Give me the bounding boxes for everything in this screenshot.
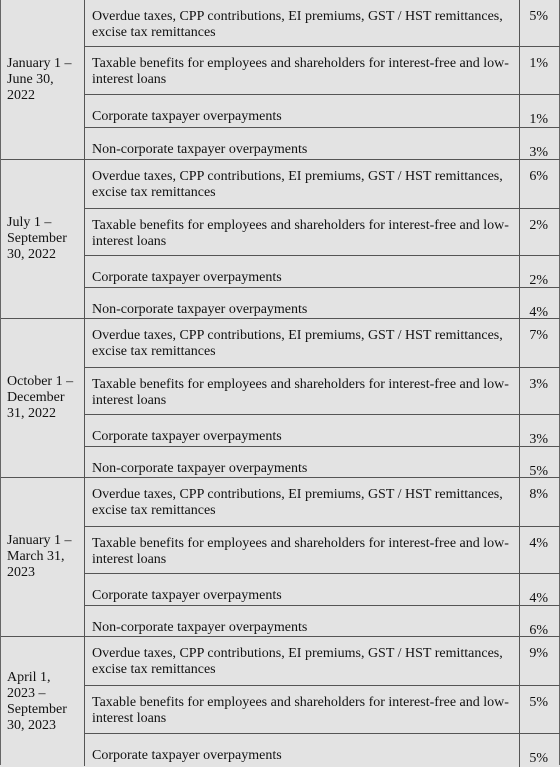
row-rate: 1% — [529, 112, 548, 127]
period-label: October 1 – December 31, 2022 — [1, 319, 85, 477]
table-row — [85, 573, 560, 605]
row-rate: 2% — [529, 218, 548, 233]
period-group — [1, 636, 560, 766]
table-row — [85, 127, 560, 160]
table-row — [85, 526, 560, 573]
row-description: Corporate taxpayer overpayments — [85, 734, 520, 767]
row-description: Non-corporate taxpayer overpayments — [85, 128, 520, 160]
row-rate: 6% — [529, 623, 548, 638]
row-description: Overdue taxes, CPP contributions, EI premiums, GST / HST remittances, excise tax remittances — [85, 478, 520, 526]
row-description: Taxable benefits for employees and shareholders for interest-free and low-interest loans — [85, 47, 520, 94]
table-row — [85, 367, 560, 414]
row-description: Taxable benefits for employees and shareholders for interest-free and low-interest loans — [85, 527, 520, 573]
period-label: January 1 – June 30, 2022 — [1, 0, 85, 159]
row-description: Overdue taxes, CPP contributions, EI premiums, GST / HST remittances, excise tax remittances — [85, 319, 520, 367]
row-rate: 3% — [529, 377, 548, 392]
period-group — [1, 318, 560, 477]
period-group — [1, 477, 560, 636]
row-rate: 2% — [529, 273, 548, 288]
period-label: January 1 – March 31, 2023 — [1, 478, 85, 636]
table-row — [85, 605, 560, 637]
period-group — [1, 159, 560, 318]
table-row — [85, 160, 560, 208]
row-rate: 4% — [529, 305, 548, 320]
table-row — [85, 478, 560, 526]
table-row — [85, 287, 560, 319]
table-row — [85, 319, 560, 367]
row-description: Non-corporate taxpayer overpayments — [85, 606, 520, 637]
row-rate: 3% — [529, 432, 548, 447]
table-row — [85, 0, 560, 46]
row-rate: 1% — [529, 56, 548, 71]
table-row — [85, 208, 560, 255]
row-description: Taxable benefits for employees and shareholders for interest-free and low-interest loans — [85, 209, 520, 255]
table-row — [85, 414, 560, 446]
row-description: Non-corporate taxpayer overpayments — [85, 447, 520, 478]
row-rate: 9% — [529, 646, 548, 661]
row-rate: 5% — [529, 695, 548, 710]
period-label: July 1 – September 30, 2022 — [1, 160, 85, 318]
period-label: April 1, 2023 – September 30, 2023 — [1, 637, 85, 766]
table-row — [85, 446, 560, 478]
row-description: Taxable benefits for employees and shareholders for interest-free and low-interest loans — [85, 368, 520, 414]
table-row — [85, 637, 560, 685]
row-description: Corporate taxpayer overpayments — [85, 415, 520, 446]
row-rate: 6% — [529, 169, 548, 184]
period-group — [1, 0, 560, 159]
row-description: Corporate taxpayer overpayments — [85, 95, 520, 127]
row-rate: 5% — [529, 751, 548, 766]
table-row — [85, 733, 560, 767]
table-row — [85, 255, 560, 287]
row-description: Overdue taxes, CPP contributions, EI premiums, GST / HST remittances, excise tax remittances — [85, 0, 520, 46]
row-description: Corporate taxpayer overpayments — [85, 256, 520, 287]
row-rate: 7% — [529, 328, 548, 343]
table-row — [85, 685, 560, 733]
row-rate: 4% — [529, 536, 548, 551]
row-description: Overdue taxes, CPP contributions, EI premiums, GST / HST remittances, excise tax remittances — [85, 160, 520, 208]
table-row — [85, 94, 560, 127]
row-description: Non-corporate taxpayer overpayments — [85, 288, 520, 319]
row-rate: 8% — [529, 487, 548, 502]
table-row — [85, 46, 560, 94]
row-description: Overdue taxes, CPP contributions, EI premiums, GST / HST remittances, excise tax remittances — [85, 637, 520, 685]
row-description: Taxable benefits for employees and shareholders for interest-free and low-interest loans — [85, 686, 520, 733]
row-rate: 5% — [529, 464, 548, 479]
row-rate: 4% — [529, 591, 548, 606]
row-description: Corporate taxpayer overpayments — [85, 574, 520, 605]
row-rate: 3% — [529, 145, 548, 160]
row-rate: 5% — [529, 9, 548, 24]
